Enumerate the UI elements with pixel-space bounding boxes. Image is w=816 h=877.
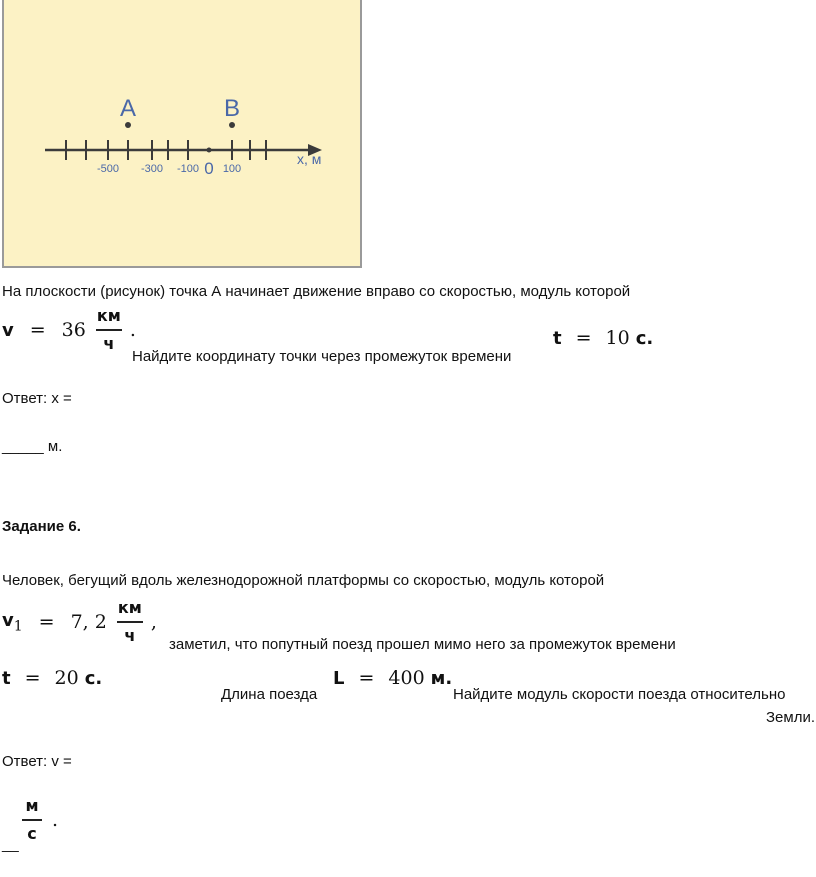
task6-find-end: Земли. (765, 709, 815, 726)
tick-label-100: 100 (222, 163, 242, 175)
equals-sign: = (575, 327, 592, 349)
t-symbol: t (553, 327, 562, 349)
t-unit: с. (84, 667, 103, 689)
unit-numerator: км (117, 598, 142, 618)
task6-answer-prefix: Ответ: v = (2, 753, 72, 770)
equals-sign: = (358, 667, 375, 689)
tick-label-minus-100: -100 (176, 163, 200, 175)
task6-noticed: заметил, что попутный поезд прошел мимо него за промежуток времени (169, 636, 676, 653)
point-a-dot (125, 122, 131, 128)
L-symbol: L (333, 667, 345, 689)
task5-velocity-formula (2, 304, 136, 356)
L-unit: м. (430, 667, 453, 689)
task6-length-formula (333, 666, 452, 690)
task6-time-formula (2, 666, 102, 690)
fraction-bar (117, 621, 143, 623)
t-value: 10 (605, 327, 630, 349)
formula-punct: . (52, 809, 59, 831)
v1-letter: v (2, 609, 14, 631)
task6-length-label: Длина поезда (221, 686, 318, 703)
formula-punct: , (150, 611, 157, 633)
task6-find: Найдите модуль скорости поезда относительно (453, 686, 786, 703)
point-b-dot (229, 122, 235, 128)
task5-find: Найдите координату точки через промежуток времени (132, 348, 512, 365)
task6-velocity-formula (2, 594, 157, 650)
point-a-label: A (119, 95, 137, 122)
v1-value: 7, 2 (70, 611, 107, 633)
origin-dot (207, 148, 212, 153)
unit-denominator: ч (103, 333, 115, 353)
axis-label: x, м (297, 151, 322, 167)
fraction-bar (96, 329, 122, 331)
task5-time-formula (553, 326, 653, 350)
unit-denominator: ч (124, 625, 136, 645)
formula-punct: . (129, 319, 136, 341)
v-symbol: v (2, 319, 14, 341)
v-value: 36 (61, 319, 86, 341)
equals-sign: = (24, 667, 41, 689)
answer-unit-fraction (22, 797, 42, 843)
t-symbol: t (2, 667, 11, 689)
task6-heading: Задание 6. (2, 518, 81, 535)
task5-answer-blank: _____ м. (2, 438, 63, 455)
v1-subscript: 1 (13, 618, 23, 635)
t-unit: с. (635, 327, 654, 349)
L-value: 400 (388, 667, 425, 689)
tick-label-zero: 0 (204, 159, 214, 178)
task6-line1: Человек, бегущий вдоль железнодорожной платформы со скоростью, модуль которой (2, 572, 605, 589)
equals-sign: = (29, 319, 46, 341)
t-value: 20 (54, 667, 79, 689)
task6-answer-blank: __ (2, 836, 19, 853)
v-unit-fraction (96, 307, 122, 353)
tick-label-minus-500: -500 (96, 163, 120, 175)
task5-line1: На плоскости (рисунок) точка А начинает движение вправо со скоростью, модуль которой (2, 283, 631, 300)
fraction-bar (22, 819, 42, 821)
unit-numerator: м (25, 796, 39, 816)
v1-unit-fraction (117, 599, 143, 645)
v1-symbol (2, 610, 23, 635)
number-line-figure (2, 0, 362, 268)
point-b-label: B (223, 95, 241, 122)
task5-answer-prefix: Ответ: x = (2, 390, 72, 407)
number-line-diagram (4, 0, 360, 266)
equals-sign: = (38, 611, 55, 633)
tick-label-minus-300: -300 (140, 163, 164, 175)
unit-denominator: с (27, 823, 37, 843)
unit-numerator: км (96, 306, 121, 326)
task6-answer-unit (22, 792, 58, 848)
